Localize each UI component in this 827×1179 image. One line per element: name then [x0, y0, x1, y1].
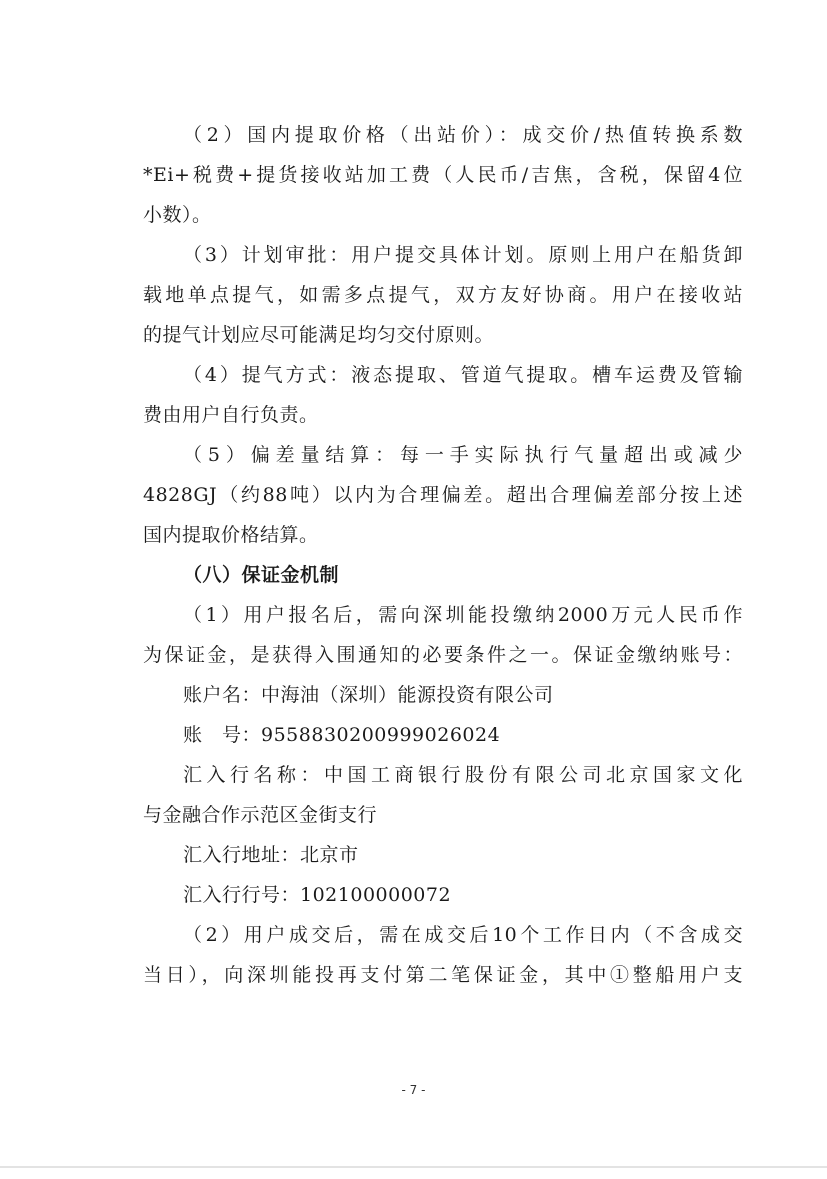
paragraph-line: 当日），向深圳能投再支付第二笔保证金，其中①整船用户支 — [143, 964, 743, 986]
page-number: - 7 - — [401, 1083, 426, 1097]
scan-edge-line — [0, 1166, 827, 1168]
bank-code: 汇入行行号：102100000072 — [183, 884, 452, 906]
paragraph-line: （1）用户报名后，需向深圳能投缴纳2000万元人民币作 — [183, 604, 743, 626]
paragraph-line: 小数）。 — [143, 204, 212, 226]
paragraph-line: 载地单点提气，如需多点提气，双方友好协商。用户在接收站 — [143, 284, 743, 306]
paragraph-line: （5）偏差量结算：每一手实际执行气量超出或减少 — [183, 444, 743, 466]
paragraph-line: （4）提气方式：液态提取、管道气提取。槽车运费及管输 — [183, 364, 743, 386]
account-number: 账 号：9558830200999026024 — [183, 724, 501, 746]
paragraph-line: 费由用户自行负责。 — [143, 404, 319, 426]
paragraph-line: 为保证金，是获得入围通知的必要条件之一。保证金缴纳账号： — [143, 644, 743, 666]
paragraph-line: 的提气计划应尽可能满足均匀交付原则。 — [143, 324, 495, 346]
paragraph-line: （3）计划审批：用户提交具体计划。原则上用户在船货卸 — [183, 244, 743, 266]
bank-name-cont: 与金融合作示范区金街支行 — [143, 804, 378, 826]
paragraph-line: （2）用户成交后，需在成交后10个工作日内（不含成交 — [183, 924, 743, 946]
paragraph-line: （2）国内提取价格（出站价）：成交价/热值转换系数 — [183, 124, 743, 146]
paragraph-line: 国内提取价格结算。 — [143, 524, 319, 546]
bank-name: 汇入行名称：中国工商银行股份有限公司北京国家文化 — [183, 764, 743, 786]
paragraph-line: *Ei+税费+提货接收站加工费（人民币/吉焦，含税，保留4位 — [143, 164, 743, 186]
paragraph-line: 4828GJ（约88吨）以内为合理偏差。超出合理偏差部分按上述 — [143, 484, 743, 506]
section-heading: （八）保证金机制 — [183, 564, 340, 586]
bank-address: 汇入行地址：北京市 — [183, 844, 359, 866]
account-name: 账户名：中海油（深圳）能源投资有限公司 — [183, 684, 554, 706]
